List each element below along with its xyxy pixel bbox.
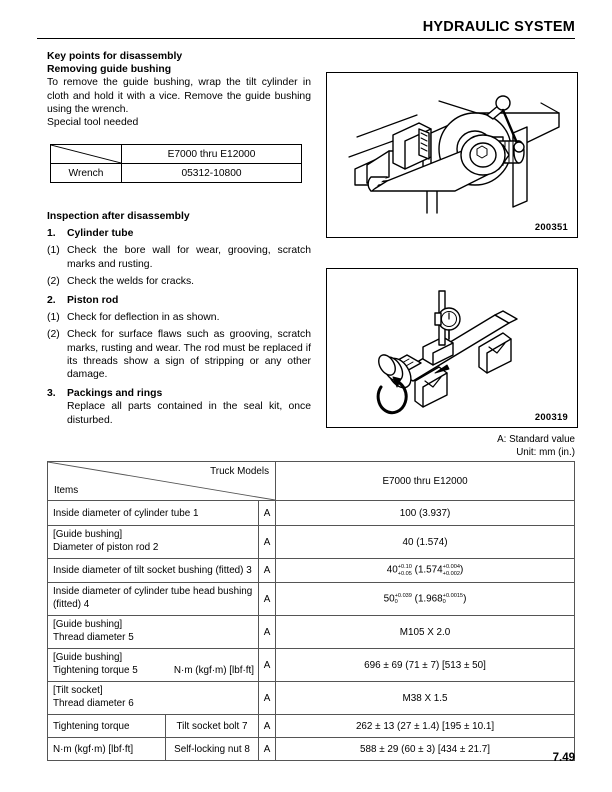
paragraph-special-tool: Special tool needed [47,117,139,129]
row-label: Inside diameter of cylinder tube 1 [48,501,259,526]
heading-inspection: Inspection after disassembly [47,211,190,222]
row-standard-flag: A [259,682,276,715]
figure-1-drawing [327,73,577,237]
item-text: Check the bore wall for wear, grooving, scratch marks and rusting. [67,245,311,270]
item-text: Check for surface flaws such as grooving, scratch marks, rusting and wear. The rod must be replaced if its threads show a sign of stripping or any other damage. [67,329,311,381]
value-imperial-base: (1.968 [414,593,443,605]
header-corner-cell [48,462,276,501]
row-standard-flag: A [259,559,276,583]
table-row [48,738,575,761]
value-imperial-base: (1.574 [414,564,443,576]
item-text: Check the welds for cracks. [67,275,195,287]
row-value: M105 X 2.0 [276,616,575,649]
item-number: (2) [47,275,60,287]
row-value: 100 (3.937) [276,501,575,526]
header-truck-models: Truck Models [210,466,270,477]
row-label: Tightening torque [48,715,166,738]
header-model: E7000 thru E12000 [276,462,575,501]
row-label-line-2: Thread diameter 5 [53,632,134,643]
list-item [47,328,311,381]
table-row [48,682,575,715]
figure-number: 200351 [534,221,568,232]
tolerance-imperial: +0.0015 0 [442,592,464,605]
figure-vice-wrench [326,72,578,238]
row-label-line-2-with-unit [53,665,258,678]
row-standard-flag: A [259,649,276,682]
row-standard-flag: A [259,583,276,616]
table-row [48,715,575,738]
figure-2-drawing [327,269,577,427]
tool-model-header: E7000 thru E12000 [122,145,302,164]
row-label-line-1: [Tilt socket] [53,685,103,697]
row-sublabel: Self-locking nut 8 [166,738,259,761]
value-tail: ) [459,564,464,576]
row-label [48,682,259,715]
section-1 [47,227,311,240]
diagonal-header-cell [51,145,122,164]
tolerance-metric: +0.039 0 [394,592,412,605]
section-1-number: 1. [47,228,56,240]
row-label-line-1: [Guide bushing] [53,619,123,631]
value-base: 40 [386,564,398,576]
row-value-tolerance [276,559,575,583]
row-value-tolerance [276,583,575,616]
row-unit-note: N·m (kgf·m) [lbf·ft] [173,665,254,676]
header-rule [37,38,575,39]
note-unit: Unit: mm (in.) [516,447,575,458]
section-2 [47,294,311,307]
row-label-text: Tightening torque 5 [53,665,138,676]
row-standard-flag: A [259,738,276,761]
special-tool-table [50,144,302,183]
row-label-line-1: Inside diameter of cylinder tube head bushing [53,586,253,598]
table-row [48,616,575,649]
section-2-title: Piston rod [67,295,119,307]
list-item [47,311,311,324]
row-value: M38 X 1.5 [276,682,575,715]
heading-key-points: Key points for disassembly [47,51,183,62]
row-standard-flag: A [259,526,276,559]
row-sublabel: Tilt socket bolt 7 [166,715,259,738]
row-value: 696 ± 69 (71 ± 7) [513 ± 50] [276,649,575,682]
row-standard-flag: A [259,715,276,738]
table-row [48,501,575,526]
item-number [47,400,67,426]
item-number: (1) [47,312,60,324]
row-label [48,616,259,649]
table-row [48,649,575,682]
row-label-line-2: Thread diameter 6 [53,698,134,709]
row-label-line-1: [Guide bushing] [53,652,123,664]
figure-number: 200319 [534,411,568,422]
table-row [51,164,302,183]
tolerance-metric: +0.10 +0.05 [397,564,412,577]
table-row [48,559,575,583]
section-2-number: 2. [47,295,56,307]
row-label [48,583,259,616]
inspection-section [47,210,311,427]
table-row [51,145,302,164]
row-label [48,526,259,559]
item-number: (1) [47,245,60,257]
section-3-number: 3. [47,388,56,400]
list-item [47,244,311,270]
heading-removing-guide-bushing: Removing guide bushing [47,64,172,76]
row-standard-flag: A [259,501,276,526]
row-label: Inside diameter of tilt socket bushing (fitted) 3 [48,559,259,583]
section-3-title: Packings and rings [67,388,163,400]
row-value: 588 ± 29 (60 ± 3) [434 ± 21.7] [276,738,575,761]
row-label-line-2: (fitted) 4 [53,599,90,610]
value-tail: ) [463,593,467,605]
row-label-line-1: [Guide bushing] [53,529,123,541]
table-row [48,526,575,559]
table-header-row [48,462,575,501]
row-label-line-2: Diameter of piston rod 2 [53,542,159,553]
section-3 [47,387,311,400]
tool-row-label: Wrench [51,164,122,183]
row-label: N·m (kgf·m) [lbf·ft] [48,738,166,761]
paragraph-remove-guide-bushing: To remove the guide bushing, wrap the tilt cylinder in cloth and hold it with a vice. Remove the guide bushing using the wrench. [47,77,311,115]
page-number: 7.49 [552,752,575,764]
list-item [47,275,311,288]
item-number: (2) [47,329,60,341]
tolerance-imperial: +0.004 +0.002 [442,564,460,577]
tool-row-value: 05312-10800 [122,164,302,183]
row-label [48,649,259,682]
left-text-column [47,50,311,129]
note-standard-value: A: Standard value [497,434,575,445]
row-standard-flag: A [259,616,276,649]
row-value: 40 (1.574) [276,526,575,559]
section-1-title: Cylinder tube [67,228,134,240]
item-text: Replace all parts contained in the seal kit, once disturbed. [67,401,311,426]
header-items: Items [54,485,79,496]
page-title: HYDRAULIC SYSTEM [422,19,575,35]
list-item [47,400,311,426]
value-base: 50 [383,593,395,605]
page-header [37,20,575,39]
row-value: 262 ± 13 (27 ± 1.4) [195 ± 10.1] [276,715,575,738]
item-text: Check for deflection in as shown. [67,312,220,324]
figure-rod-deflection [326,268,578,428]
table-row [48,583,575,616]
specification-table [47,461,575,761]
